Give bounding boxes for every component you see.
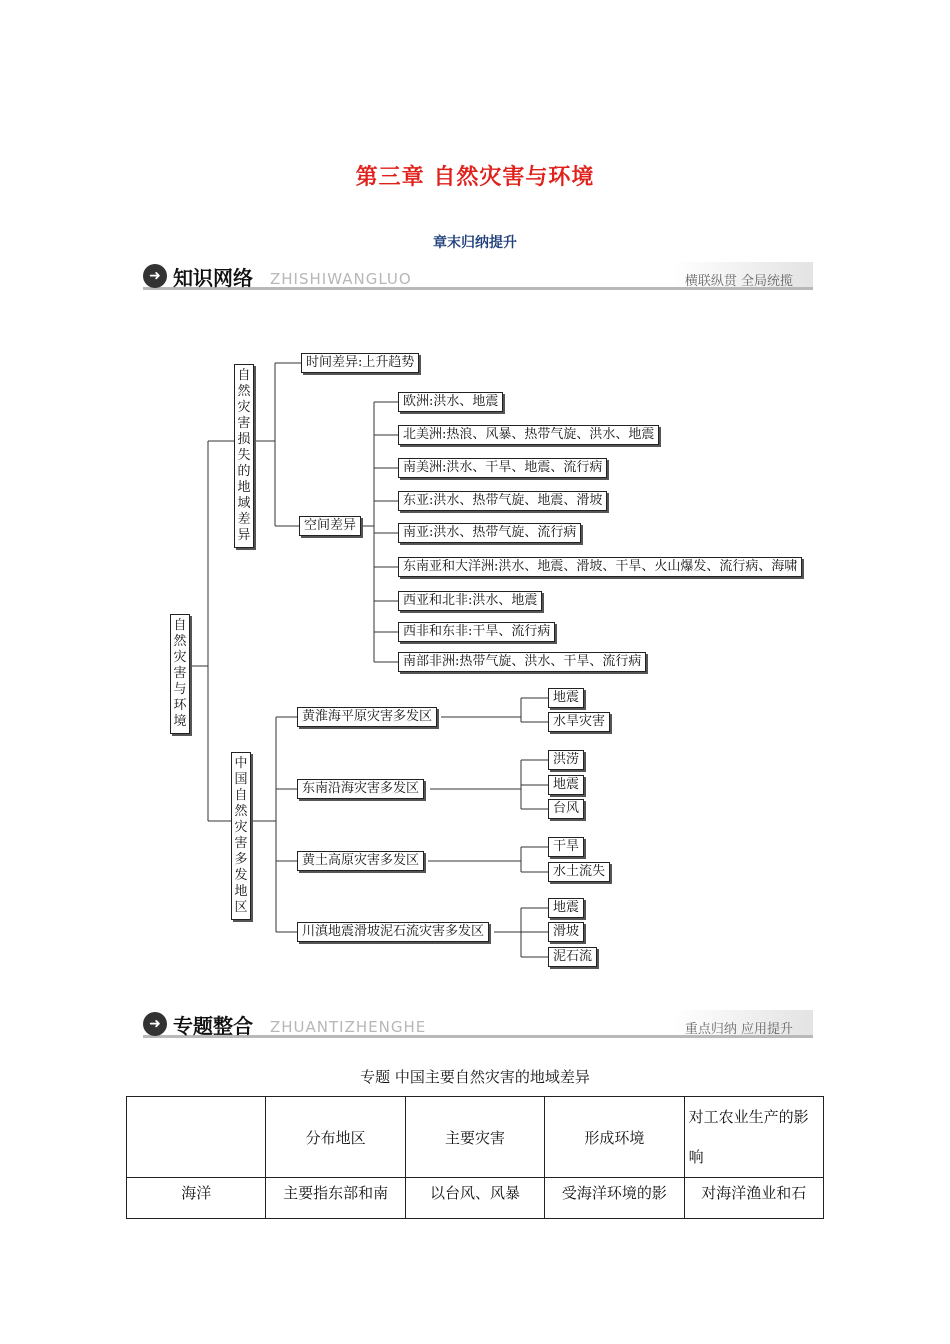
chapter-title: 第三章 自然灾害与环境 [355, 164, 595, 190]
hazard-node: 地震 [548, 688, 584, 708]
header-cell: 分布地区 [266, 1097, 405, 1178]
banner-heading: 专题整合 [173, 1014, 253, 1038]
hazard-table [126, 1096, 824, 1219]
region-node: 北美洲:热浪、风暴、热带气旋、洪水、地震 [398, 425, 659, 445]
banner-slogan: 横联纵贯 全局统揽 [684, 274, 793, 289]
root-node: 自然灾害与环境 [170, 614, 190, 734]
time-difference-node: 时间差异:上升趋势 [301, 353, 419, 373]
hazard-node: 水土流失 [548, 862, 610, 882]
table-cell: 受海洋环境的影 [545, 1178, 684, 1219]
region-node: 西非和东非:干旱、流行病 [398, 622, 555, 642]
region-node: 西亚和北非:洪水、地震 [398, 591, 542, 611]
hazard-node: 台风 [548, 799, 584, 819]
hazard-node: 地震 [548, 898, 584, 918]
banner-slogan: 重点归纳 应用提升 [684, 1022, 793, 1037]
china-area-node: 黄淮海平原灾害多发区 [297, 707, 437, 727]
branch-china-hazard-areas: 中国自然灾害多发地区 [231, 752, 251, 920]
hazard-node: 地震 [548, 775, 584, 795]
banner-pinyin: ZHUANTIZHENGHE [270, 1018, 427, 1036]
header-cell: 主要灾害 [405, 1097, 544, 1178]
china-area-node: 黄土高原灾害多发区 [297, 851, 424, 871]
arrow-right-icon: ➜ [143, 1012, 167, 1036]
header-cell [127, 1097, 266, 1178]
banner-pinyin: ZHISHIWANGLUO [270, 270, 412, 288]
arrow-right-icon: ➜ [143, 264, 167, 288]
region-node: 东亚:洪水、热带气旋、地震、滑坡 [398, 491, 607, 511]
table-header-row [127, 1097, 824, 1178]
table-cell: 对海洋渔业和石 [684, 1178, 823, 1219]
hazard-node: 滑坡 [548, 922, 584, 942]
region-node: 南美洲:洪水、干旱、地震、流行病 [398, 458, 607, 478]
region-node: 南亚:洪水、热带气旋、流行病 [398, 523, 581, 543]
region-node: 南部非洲:热带气旋、洪水、干旱、流行病 [398, 652, 646, 672]
region-node: 欧洲:洪水、地震 [398, 392, 503, 412]
branch-loss-regional-diff: 自然灾害损失的地域差异 [234, 364, 254, 548]
hazard-node: 洪涝 [548, 750, 584, 770]
header-cell: 对工农业生产的影响 [684, 1097, 823, 1178]
table-cell: 海洋 [127, 1178, 266, 1219]
hazard-node: 干旱 [548, 837, 584, 857]
table-cell: 以台风、风暴 [405, 1178, 544, 1219]
table-row [127, 1178, 824, 1219]
hazard-node: 泥石流 [548, 947, 597, 967]
space-difference-node: 空间差异 [299, 516, 361, 536]
hazard-node: 水旱灾害 [548, 712, 610, 732]
table-caption: 专题 中国主要自然灾害的地域差异 [360, 1068, 590, 1086]
table-cell: 主要指东部和南 [266, 1178, 405, 1219]
china-area-node: 川滇地震滑坡泥石流灾害多发区 [297, 922, 489, 942]
region-node: 东南亚和大洋洲:洪水、地震、滑坡、干旱、火山爆发、流行病、海啸 [398, 557, 802, 577]
section-subtitle: 章末归纳提升 [433, 235, 517, 251]
banner-heading: 知识网络 [173, 266, 253, 290]
china-area-node: 东南沿海灾害多发区 [297, 779, 424, 799]
topic-integration-banner [143, 1010, 813, 1040]
header-cell: 形成环境 [545, 1097, 684, 1178]
